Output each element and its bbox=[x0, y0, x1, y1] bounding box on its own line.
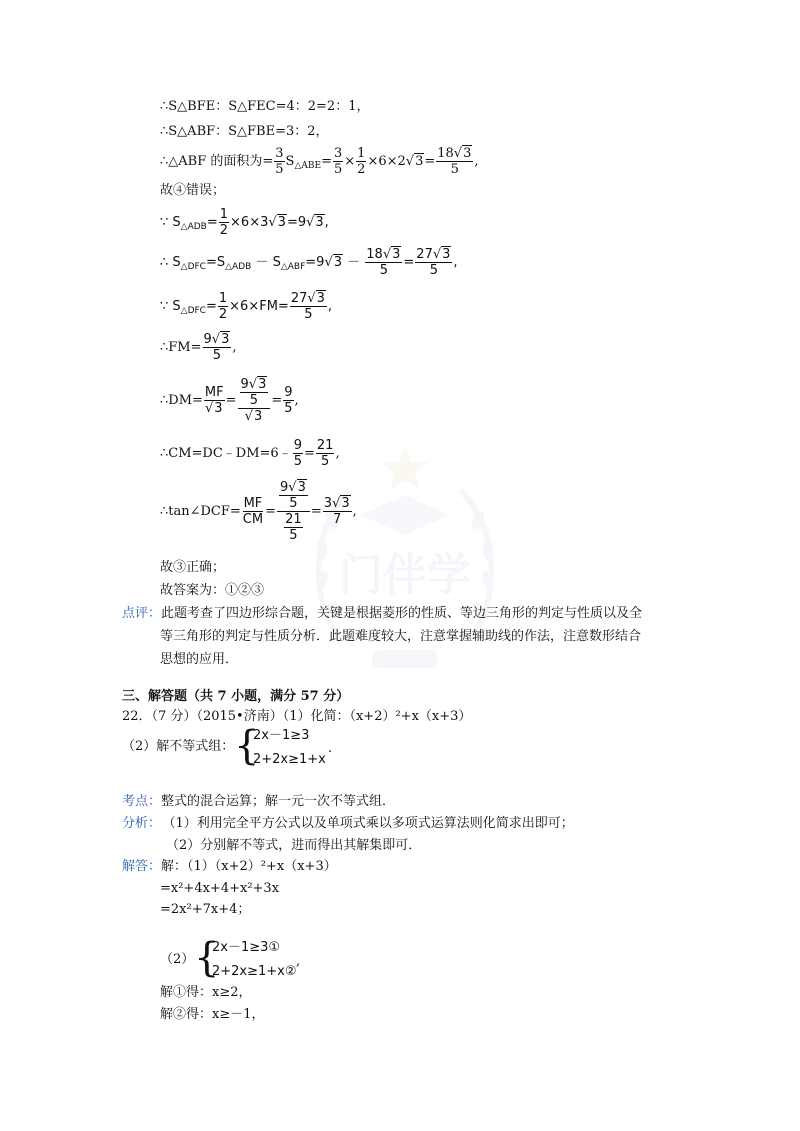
comment-label: 点评： bbox=[122, 606, 162, 621]
question-22: 22．（7 分）（2015•济南）（1）化简：（x+2）²+x（x+3） bbox=[122, 709, 472, 724]
line-fm: ∴FM= $\frac{9√3}{5}$ , bbox=[160, 332, 237, 363]
line-area-dfc: ∴ $S_{\triangle DFC}=S_{\triangle ADB} - S_{\triangle ABF}=9√3$ － $\frac{18√3}{5}$ = $\frac{27√3}{5}$ , bbox=[160, 247, 458, 278]
left-brace: { bbox=[234, 723, 260, 769]
line-area-adb: ∵ $S_{\triangle ADB}=$ $\frac{1}{2}$ ×6×3√3=9√3, bbox=[160, 207, 329, 238]
area-abf-prefix: ∴△ABF 的面积为= bbox=[160, 154, 274, 169]
line-cm: ∴CM=DC﹣DM=6﹣ $\frac{9}{5}$ = $\frac{21}{5}$ , bbox=[160, 438, 340, 469]
jieda-line-1 bbox=[122, 859, 337, 875]
line-conclusion-4: 故④错误； bbox=[160, 183, 226, 198]
q22-ineq-1: 2x－1≥3 bbox=[253, 728, 310, 743]
part2-prefix: （2） bbox=[160, 952, 195, 967]
part2-ineq-2: 2+2x≥1+x② bbox=[212, 964, 297, 979]
fenxi-text-1: （1）利用完全平方公式以及单项式乘以多项式运算法则化简求出即可； bbox=[169, 816, 574, 831]
q22-part2-prefix: （2）解不等式组： bbox=[122, 739, 235, 754]
kaodian-line bbox=[122, 794, 395, 810]
line-answer: 故答案为：①②③ bbox=[160, 583, 265, 598]
kaodian-label: 考点： bbox=[122, 794, 162, 809]
fenxi-label: 分析： bbox=[122, 816, 162, 831]
fenxi-line-2: （2）分别解不等式，进而得出其解集即可． bbox=[166, 838, 422, 853]
comment-line-1 bbox=[122, 606, 642, 622]
section-heading: 三、解答题（共 7 小题，满分 57 分） bbox=[122, 689, 350, 704]
part2-ineq-1: 2x－1≥3① bbox=[212, 940, 281, 955]
kaodian-text: 整式的混合运算；解一元一次不等式组． bbox=[161, 794, 396, 809]
q22-period: . bbox=[328, 741, 333, 756]
line-ratio-abf-fbe: ∴S△ABF：S△FBE=3：2， bbox=[160, 124, 329, 139]
comment-text-1: 此题考查了四边形综合题，关键是根据菱形的性质、等边三角形的判定与性质以及全 bbox=[161, 606, 643, 621]
solution-1: 解①得：x≥2， bbox=[160, 985, 252, 1000]
jieda-label: 解答： bbox=[122, 859, 162, 874]
line-dm: ∴DM= $\frac{MF}{√3}$ = $\frac{\frac{9√3}{5}}{√3}$ = $\frac{9}{5}$ , bbox=[160, 377, 299, 424]
solution-2: 解②得：x≥－1， bbox=[160, 1007, 265, 1022]
comment-line-3: 思想的应用． bbox=[160, 652, 239, 667]
part2-comma: , bbox=[296, 954, 301, 969]
jieda-line-3: =2x²+7x+4； bbox=[160, 902, 251, 917]
jieda-text-1: 解：（1）（x+2）²+x（x+3） bbox=[161, 859, 337, 874]
line-area-abf: ∴△ABF 的面积为= $\frac{3}{5}$ $S_{\triangle ABE}=$ $\frac{3}{5}$ × $\frac{1}{2}$ ×6×2√3= $\frac{18√3}{5}$ , bbox=[160, 146, 479, 177]
watermark-text: 门伴学 bbox=[339, 550, 471, 601]
line-ratio-bfe-fec: ∴S△BFE：S△FEC=4：2=2：1， bbox=[160, 99, 370, 114]
jieda-line-2: =x²+4x+4+x²+3x bbox=[160, 881, 280, 896]
q22-ineq-2: 2+2x≥1+x bbox=[253, 752, 326, 767]
line-area-dfc-fm: ∵ $S_{\triangle DFC}=$ $\frac{1}{2}$ ×6×FM= $\frac{27√3}{5}$ , bbox=[160, 291, 333, 322]
line-tan-dcf: ∴tan∠DCF= $\frac{MF}{CM}$ = $\frac{\frac{9√3}{5}}{\frac{21}{5}}$ = $\frac{3√3}{7}$ , bbox=[160, 480, 357, 543]
fenxi-line-1 bbox=[122, 816, 574, 832]
left-brace-2: { bbox=[194, 935, 220, 981]
comment-line-2: 等三角形的判定与性质分析．此题难度较大，注意掌握辅助线的作法，注意数形结合 bbox=[160, 629, 642, 644]
line-conclusion-3: 故③正确； bbox=[160, 560, 226, 575]
